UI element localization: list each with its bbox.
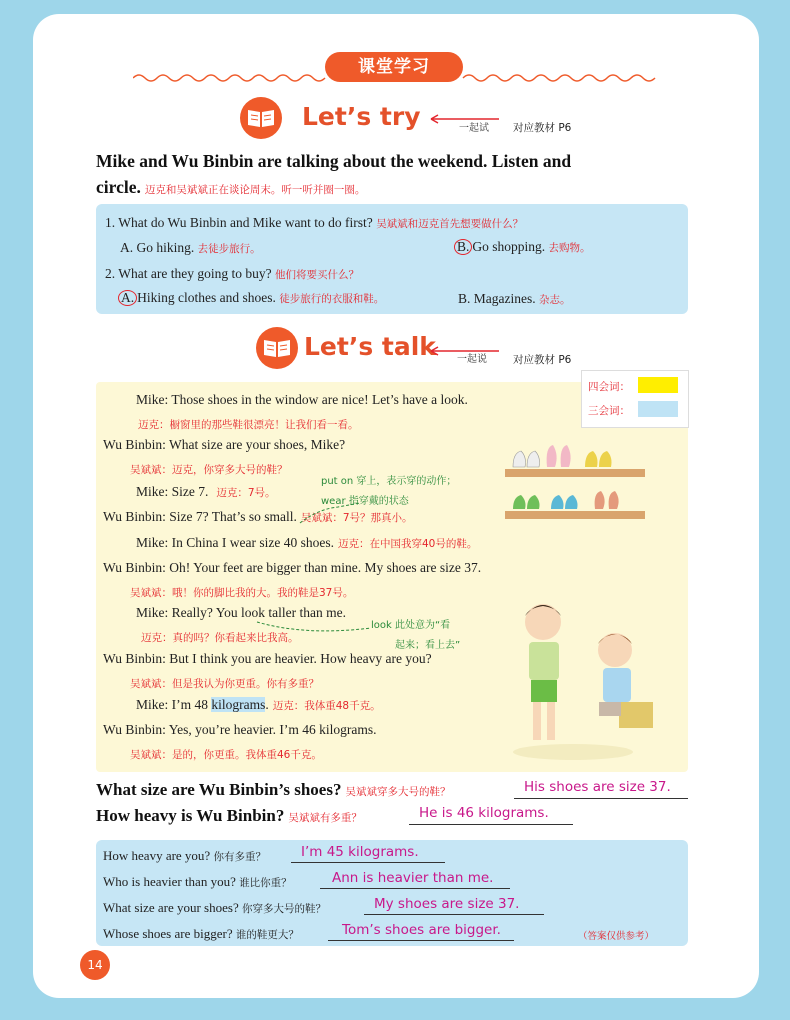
lets-talk-ref: 对应教材 P6 — [513, 354, 572, 366]
note-look-1: look 此处意为“看 — [371, 620, 451, 631]
answer-line — [514, 780, 688, 799]
dialog-line-2: Wu Binbin: What size are your shoes, Mike? — [103, 437, 346, 452]
lets-try-instruction-2: circle. 迈克和吴斌斌正在谈论周末。听一听并圈一圈。 — [96, 177, 366, 197]
practice-answer-1: I’m 45 kilograms. — [301, 844, 419, 860]
answer-line — [320, 871, 510, 889]
legend-three-swatch — [638, 401, 678, 417]
lets-try-instruction-1: Mike and Wu Binbin are talking about the weekend. Listen and — [96, 151, 572, 171]
answer-weight: He is 46 kilograms. — [419, 805, 549, 821]
lets-talk-title: Let’s talk — [304, 332, 436, 361]
option-1b: B. Go shopping. 去购物。 — [454, 239, 591, 255]
dialog-line-7-cn: 迈克：真的吗？你看起来比我高。 — [141, 632, 299, 644]
practice-answer-3: My shoes are size 37. — [374, 896, 520, 912]
dialog-line-3: Mike: Size 7. 迈克：7号。 — [136, 484, 276, 499]
question-weight: How heavy is Wu Binbin? 吴斌斌有多重？ — [96, 806, 362, 825]
answer-line — [409, 806, 573, 825]
dialog-line-8-cn: 吴斌斌：但是我认为你更重。你有多重？ — [130, 678, 319, 690]
page-number: 14 — [80, 950, 110, 980]
lets-try-question-box — [96, 204, 688, 314]
dialog-line-9: Mike: I’m 48 kilograms. 迈克：我体重48千克。 — [136, 697, 381, 712]
lets-try-ref: 对应教材 P6 — [513, 122, 572, 134]
dialog-line-10: Wu Binbin: Yes, you’re heavier. I’m 46 kilograms. — [103, 722, 377, 737]
option-1a: A. Go hiking. 去徒步旅行。 — [120, 240, 261, 255]
answer-circle: A. — [118, 290, 137, 306]
dialog-line-2-cn: 吴斌斌：迈克，你穿多大号的鞋？ — [130, 464, 288, 476]
answer-line — [328, 923, 514, 941]
practice-q3: What size are your shoes? 你穿多大号的鞋？ — [103, 900, 326, 915]
shoe-shelf-illustration — [499, 429, 649, 524]
three-skill-word: kilograms — [211, 697, 266, 712]
dialog-line-1-cn: 迈克：橱窗里的那些鞋很漂亮！让我们看一看。 — [138, 419, 359, 431]
practice-box — [96, 840, 688, 946]
lets-try-title: Let’s try — [302, 102, 421, 131]
note-wear: wear 指穿戴的状态 — [321, 496, 409, 507]
workbook-page — [33, 14, 759, 998]
note-look-2: 起来；看上去” — [395, 640, 461, 651]
legend-four: 四会词： — [588, 381, 630, 393]
question-2: 2. What are they going to buy? 他们将要买什么？ — [105, 266, 359, 281]
answer-circle: B. — [454, 239, 472, 255]
answer-line — [291, 845, 445, 863]
option-2a: A. Hiking clothes and shoes. 徒步旅行的衣服和鞋。 — [118, 290, 384, 306]
option-2b: B. Magazines. 杂志。 — [458, 291, 571, 306]
answer-line — [364, 897, 544, 915]
legend-three: 三会词： — [588, 405, 630, 417]
lets-talk-tag: 一起说 — [457, 354, 487, 365]
instruction-cn: 迈克和吴斌斌正在谈论周末。听一听并圈一圈。 — [144, 184, 366, 196]
question-shoe-size: What size are Wu Binbin’s shoes? 吴斌斌穿多大号的鞋？ — [96, 780, 451, 799]
question-1: 1. What do Wu Binbin and Mike want to do first? 吴斌斌和迈克首先想要做什么？ — [105, 215, 524, 230]
answer-shoe-size: His shoes are size 37. — [524, 779, 671, 795]
dialog-line-10-cn: 吴斌斌：是的，你更重。我体重46千克。 — [130, 749, 322, 761]
note-put-on: put on 穿上，表示穿的动作； — [321, 476, 457, 487]
legend-four-swatch — [638, 377, 678, 393]
note-connector — [298, 497, 368, 527]
boys-illustration — [503, 594, 673, 764]
dialog-line-8: Wu Binbin: But I think you are heavier. How heavy are you? — [103, 651, 432, 666]
book-icon — [239, 96, 283, 140]
answer-note: （答案仅供参考） — [578, 931, 655, 942]
dialog-line-4: Wu Binbin: Size 7? That’s so small. 吴斌斌：7号？那真小。 — [103, 509, 413, 524]
practice-q2: Who is heavier than you? 谁比你重？ — [103, 874, 292, 889]
practice-answer-4: Tom’s shoes are bigger. — [342, 922, 501, 938]
dialog-line-5: Mike: In China I wear size 40 shoes. 迈克：在中国我穿40号的鞋。 — [136, 535, 478, 550]
practice-q1: How heavy are you? 你有多重？ — [103, 848, 266, 863]
book-icon — [255, 326, 299, 370]
word-legend — [581, 370, 689, 428]
lets-try-tag: 一起试 — [459, 123, 489, 134]
practice-q4: Whose shoes are bigger? 谁的鞋更大？ — [103, 926, 299, 941]
dialog-line-7: Mike: Really? You look taller than me. — [136, 605, 346, 620]
section-header: 课堂学习 — [325, 52, 463, 82]
dialog-line-6-cn: 吴斌斌：哦！你的脚比我的大。我的鞋是37号。 — [130, 587, 354, 599]
dialog-line-6: Wu Binbin: Oh! Your feet are bigger than mine. My shoes are size 37. — [103, 560, 482, 575]
note-connector — [255, 618, 375, 642]
practice-answer-2: Ann is heavier than me. — [332, 870, 494, 886]
dialog-line-1: Mike: Those shoes in the window are nice! Let’s have a look. — [136, 392, 468, 407]
